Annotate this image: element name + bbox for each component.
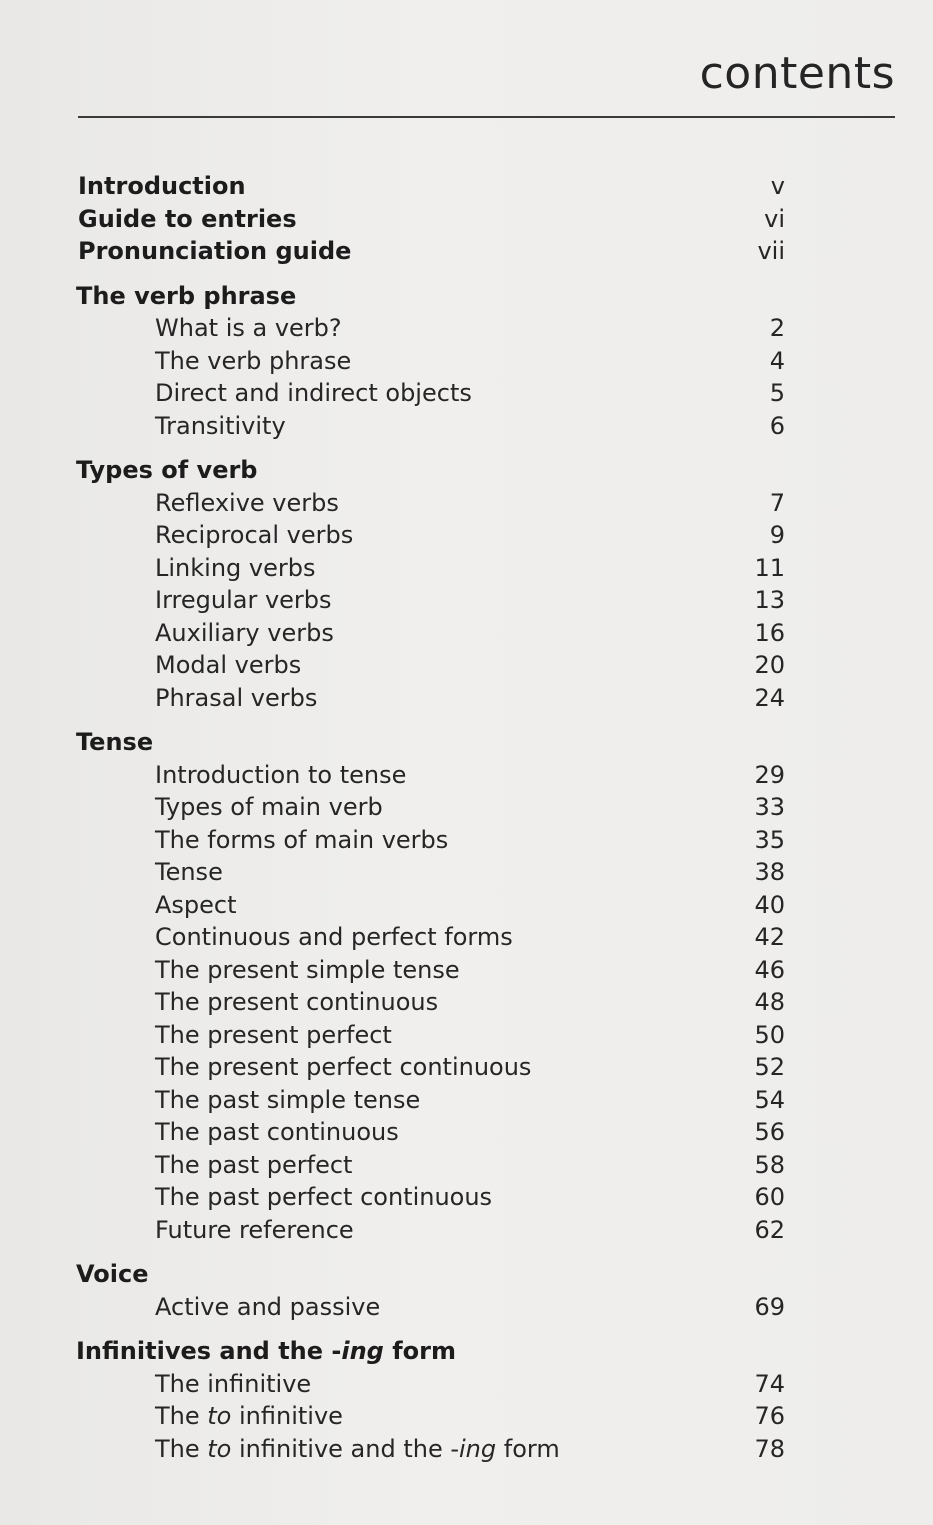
toc-entry[interactable] — [0, 552, 933, 585]
toc-entry-page: 50 — [754, 1020, 785, 1049]
toc-entry-page: 48 — [754, 988, 785, 1016]
toc-entry[interactable] — [0, 345, 933, 378]
toc-entry[interactable] — [0, 649, 933, 682]
label-part: infinitive — [231, 1402, 343, 1430]
toc-entry-label: Auxiliary verbs — [155, 618, 334, 647]
label-part-italic: ing — [459, 1434, 497, 1463]
toc-entry-label: Reciprocal verbs — [155, 521, 354, 549]
toc-entry-label: The present simple tense — [155, 955, 460, 984]
toc-entry[interactable] — [0, 1291, 933, 1324]
toc-entry-page: 4 — [769, 346, 785, 375]
toc-entry[interactable] — [0, 1084, 933, 1117]
page-title: contents — [699, 48, 895, 99]
toc-entry-label: The verb phrase — [155, 346, 352, 375]
toc-entry-page: 35 — [754, 825, 785, 854]
section-heading-text: Types of verb — [76, 456, 258, 484]
toc-entry[interactable] — [0, 986, 933, 1019]
toc-entry[interactable] — [0, 617, 933, 650]
toc-entry-label: The present continuous — [155, 988, 439, 1016]
toc-entry-label: Phrasal verbs — [155, 683, 318, 712]
label-part: infinitive and the - — [231, 1434, 459, 1463]
toc-entry[interactable] — [0, 584, 933, 617]
toc-section-verb-phrase — [0, 280, 933, 443]
toc-entry-label: Direct and indirect objects — [155, 379, 472, 407]
toc-entry-label: Transitivity — [155, 411, 286, 440]
heading-part-italic: ing — [341, 1337, 384, 1365]
toc-entry-page: 11 — [754, 553, 785, 582]
toc-entry[interactable] — [0, 377, 933, 410]
toc-entry[interactable] — [0, 410, 933, 443]
toc-section-heading[interactable] — [0, 454, 933, 487]
toc-entry-label: Future reference — [155, 1215, 354, 1244]
heading-part: form — [383, 1337, 456, 1365]
toc-entry-label: The past continuous — [155, 1118, 399, 1146]
toc-entry[interactable] — [0, 519, 933, 552]
toc-entry-page: 9 — [769, 521, 785, 549]
section-heading-text — [76, 1335, 456, 1367]
toc-entry-label: Introduction — [78, 172, 246, 200]
toc-entry-page: 7 — [769, 488, 785, 517]
toc-entry-page: 20 — [754, 651, 785, 679]
toc-entry[interactable] — [0, 1181, 933, 1214]
toc-entry-label — [155, 1433, 560, 1465]
toc-entry-page: 13 — [754, 586, 785, 614]
header-divider — [78, 116, 895, 118]
toc-entry-page: 60 — [754, 1183, 785, 1211]
toc-entry-page: vi — [764, 204, 785, 233]
toc-section-heading[interactable] — [0, 726, 933, 759]
toc-entry-page: 76 — [754, 1402, 785, 1430]
toc-entry[interactable] — [0, 682, 933, 715]
toc-entry[interactable] — [0, 1051, 933, 1084]
toc-entry[interactable] — [0, 1433, 933, 1466]
label-part: The — [155, 1402, 208, 1430]
toc-entry-label: The past perfect continuous — [155, 1183, 493, 1211]
toc-entry-page: 74 — [754, 1369, 785, 1398]
toc-entry-label: The past simple tense — [155, 1085, 421, 1114]
section-heading-text: Tense — [76, 728, 154, 756]
label-part: form — [496, 1434, 560, 1463]
toc-section-heading[interactable] — [0, 1335, 933, 1368]
toc-entry[interactable] — [0, 889, 933, 922]
toc-section-tense — [0, 726, 933, 1246]
toc-entry-label: Irregular verbs — [155, 586, 332, 614]
section-heading-text: Voice — [76, 1260, 149, 1288]
toc-entry-label: Introduction to tense — [155, 760, 407, 789]
toc-entry-page: 54 — [754, 1085, 785, 1114]
heading-part: Infinitives and the - — [76, 1337, 342, 1365]
toc-entry[interactable] — [0, 1149, 933, 1182]
toc-entry-page: 46 — [754, 955, 785, 984]
toc-entry-page: 2 — [769, 314, 785, 342]
toc-entry[interactable] — [0, 921, 933, 954]
toc-entry-page: 69 — [754, 1292, 785, 1321]
toc-entry-page: 38 — [754, 858, 785, 886]
toc-entry[interactable] — [0, 954, 933, 987]
toc-entry-page: vii — [757, 237, 785, 265]
toc-entry-guide-to-entries[interactable] — [0, 203, 933, 236]
toc-entry-page: 6 — [769, 411, 785, 440]
toc-entry-label: Aspect — [155, 890, 237, 919]
toc-entry-label: Types of main verb — [155, 793, 383, 821]
toc-entry[interactable] — [0, 1214, 933, 1247]
toc-entry-label: What is a verb? — [155, 314, 342, 342]
toc-entry-page: 78 — [754, 1434, 785, 1463]
toc-section-voice — [0, 1258, 933, 1323]
toc-entry[interactable] — [0, 1368, 933, 1401]
toc-entry-label: Guide to entries — [78, 204, 297, 233]
toc-entry-label: Continuous and perfect forms — [155, 923, 513, 951]
toc-entry-label: Active and passive — [155, 1292, 381, 1321]
section-gap — [0, 1323, 933, 1335]
toc-entry[interactable] — [0, 824, 933, 857]
label-part-italic: to — [207, 1434, 232, 1463]
toc-entry-label — [155, 1368, 311, 1400]
toc-entry-page: 62 — [754, 1215, 785, 1244]
section-gap — [0, 1246, 933, 1258]
toc-entry-label: The present perfect — [155, 1020, 392, 1049]
toc-entry-label: The present perfect continuous — [155, 1053, 532, 1081]
section-gap — [0, 442, 933, 454]
toc-section-types-of-verb — [0, 454, 933, 714]
toc-entry-label — [155, 1400, 343, 1432]
toc-entry-page: 29 — [754, 760, 785, 789]
toc-entry-label: The forms of main verbs — [155, 825, 449, 854]
toc-entry[interactable] — [0, 1400, 933, 1433]
toc-entry-introduction[interactable] — [0, 170, 933, 203]
toc-entry-page: v — [770, 172, 785, 200]
toc-entry-page: 33 — [754, 793, 785, 821]
label-part: The infinitive — [155, 1369, 312, 1398]
toc-entry-page: 5 — [769, 379, 785, 407]
toc-entry-page: 24 — [754, 683, 785, 712]
toc-entry-label: Tense — [155, 858, 223, 886]
table-of-contents — [0, 170, 933, 1465]
toc-entry[interactable] — [0, 1116, 933, 1149]
toc-entry[interactable] — [0, 791, 933, 824]
toc-entry-page: 56 — [754, 1118, 785, 1146]
toc-entry-page: 16 — [754, 618, 785, 647]
toc-entry[interactable] — [0, 1019, 933, 1052]
toc-entry[interactable] — [0, 856, 933, 889]
toc-entry-pronunciation-guide[interactable] — [0, 235, 933, 268]
toc-entry-page: 52 — [754, 1053, 785, 1081]
toc-entry-page: 58 — [754, 1150, 785, 1179]
toc-section-heading[interactable] — [0, 1258, 933, 1291]
toc-section-heading[interactable] — [0, 280, 933, 313]
toc-section-infinitives — [0, 1335, 933, 1465]
section-heading-text: The verb phrase — [76, 281, 297, 310]
toc-entry-label: Pronunciation guide — [78, 237, 352, 265]
toc-entry-label: Reflexive verbs — [155, 488, 339, 517]
toc-entry-label: Modal verbs — [155, 651, 302, 679]
toc-entry[interactable] — [0, 312, 933, 345]
toc-entry-page: 42 — [754, 923, 785, 951]
toc-entry[interactable] — [0, 759, 933, 792]
label-part: The — [155, 1434, 208, 1463]
toc-entry-label: Linking verbs — [155, 553, 316, 582]
section-gap — [0, 714, 933, 726]
toc-entry-label: The past perfect — [155, 1150, 353, 1179]
section-gap — [0, 268, 933, 280]
toc-entry-page: 40 — [754, 890, 785, 919]
label-part-italic: to — [207, 1402, 232, 1430]
toc-entry[interactable] — [0, 487, 933, 520]
